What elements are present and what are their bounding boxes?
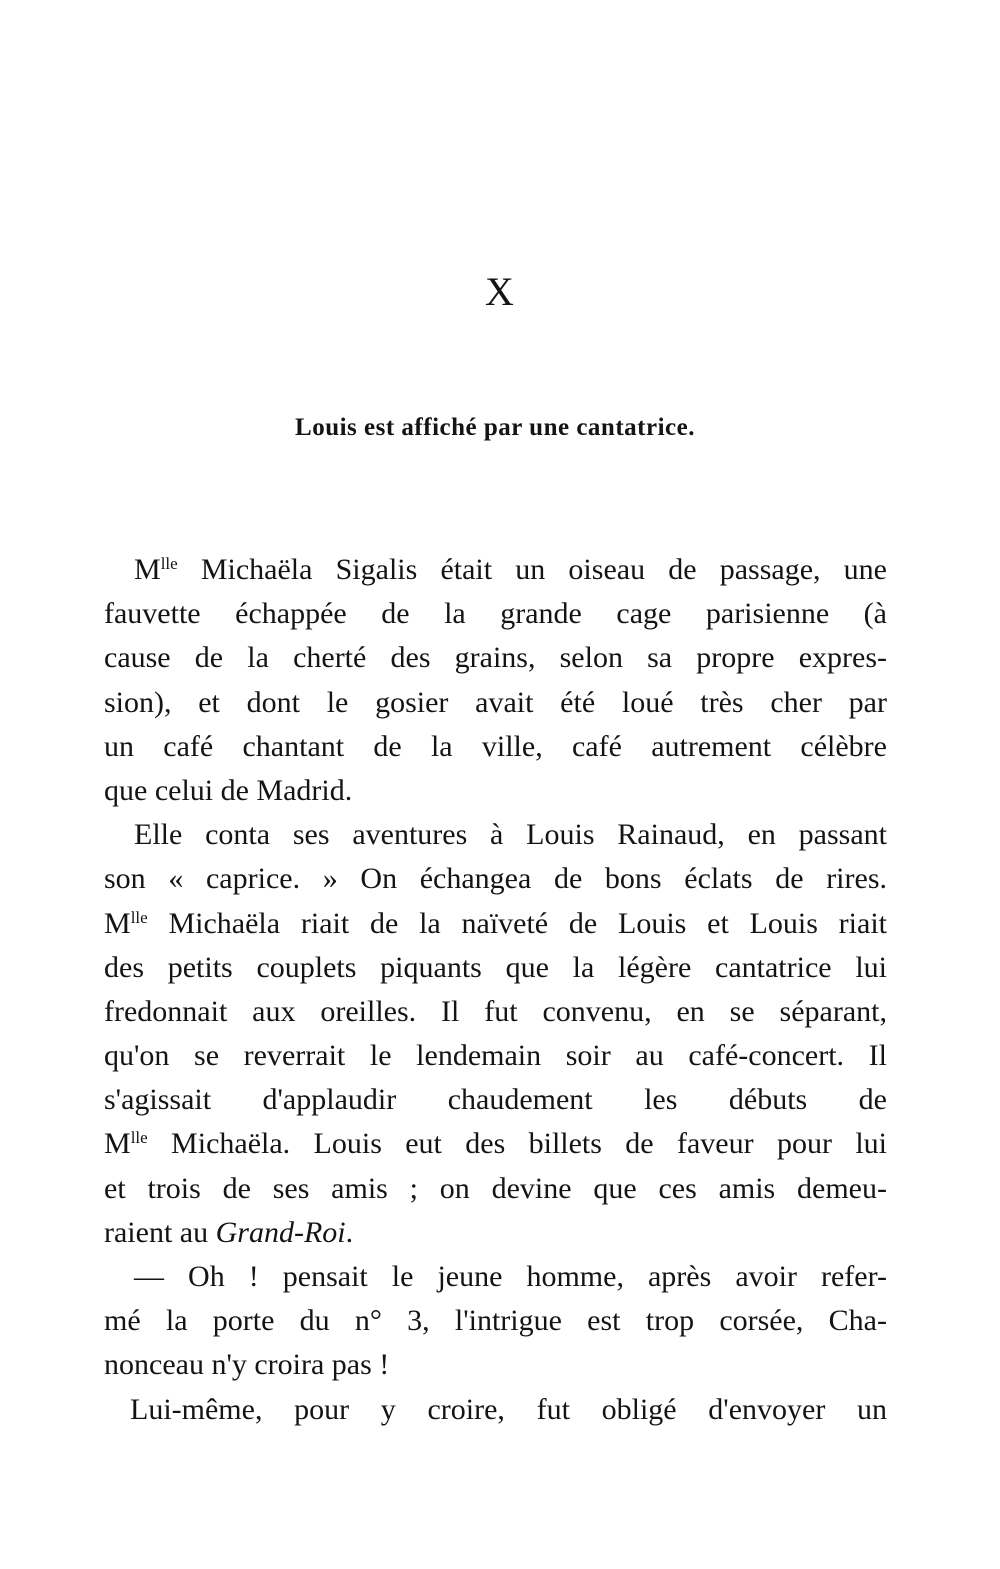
text-line: $M^{lle}$ Michaëla. Louis eut des billets de faveur pour lui <box>104 1127 887 1161</box>
text-line: des petits couplets piquants que la légère cantatrice lui <box>104 950 887 984</box>
text-line: que celui de Madrid. <box>104 773 353 807</box>
text-line: Lui-même, pour y croire, fut obligé d'envoyer un <box>130 1392 887 1426</box>
text-line: Elle conta ses aventures à Louis Rainaud, en passant <box>134 818 887 852</box>
chapter-number: X <box>485 269 515 314</box>
text-line: un café chantant de la ville, café autrement célèbre <box>104 729 887 763</box>
body-text <box>104 548 887 1432</box>
paragraph <box>104 1255 887 1388</box>
text-line: s'agissait d'applaudir chaudement les débuts de <box>104 1083 887 1117</box>
italic-place-name: Grand-Roi <box>215 1215 346 1249</box>
text-line: — Oh ! pensait le jeune homme, après avoir refer- <box>134 1260 887 1293</box>
text-line: $M^{lle}$ Michaëla riait de la naïveté de Louis et Louis riait <box>104 906 887 940</box>
text-line: et trois de ses amis ; on devine que ces amis demeu- <box>104 1171 887 1205</box>
text-line: son « caprice. » On échangea de bons éclats de rires. <box>104 862 887 896</box>
text-line: fredonnait aux oreilles. Il fut convenu, en se séparant, <box>104 994 887 1028</box>
paragraph <box>104 548 887 813</box>
text-line: raient au Grand-Roi. <box>104 1215 354 1249</box>
text-line: mé la porte du n° 3, l'intrigue est trop corsée, Cha- <box>104 1304 887 1338</box>
text-line: nonceau n'y croira pas ! <box>104 1348 390 1382</box>
text-line: sion), et dont le gosier avait été loué très cher par <box>104 685 887 719</box>
paragraph <box>104 813 887 1255</box>
text-line: $M^{lle}$ Michaëla Sigalis était un oiseau de passage, une <box>134 553 887 586</box>
text-line: cause de la cherté des grains, selon sa propre expres- <box>104 641 887 675</box>
chapter-title: Louis est affiché par une cantatrice. <box>295 414 695 441</box>
text-line: qu'on se reverrait le lendemain soir au café-concert. Il <box>104 1039 887 1073</box>
text-line: fauvette échappée de la grande cage parisienne (à <box>104 597 887 631</box>
paragraph <box>104 1388 887 1432</box>
